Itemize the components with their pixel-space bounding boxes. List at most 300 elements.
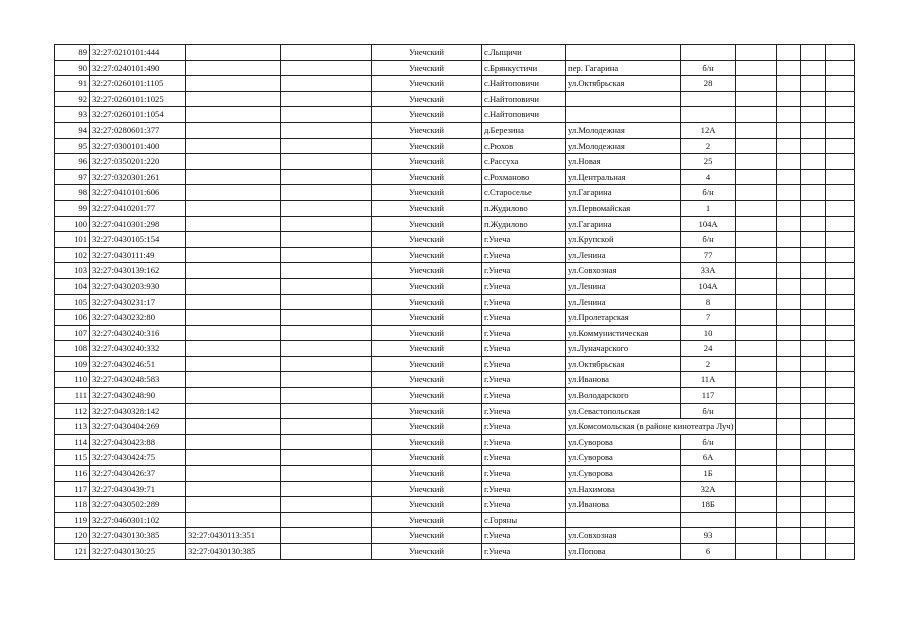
empty-cell bbox=[281, 138, 372, 154]
empty-cell bbox=[826, 325, 855, 341]
empty-cell bbox=[281, 91, 372, 107]
district-cell: Унечский bbox=[372, 341, 482, 357]
table-row bbox=[55, 263, 855, 279]
empty-cell bbox=[826, 122, 855, 138]
house-number-cell: 7 bbox=[680, 310, 736, 326]
table-row bbox=[55, 76, 855, 92]
empty-cell bbox=[826, 138, 855, 154]
empty-cell bbox=[736, 247, 777, 263]
row-number-cell: 89 bbox=[55, 45, 90, 61]
empty-cell bbox=[801, 76, 826, 92]
empty-cell bbox=[281, 434, 372, 450]
empty-cell bbox=[736, 325, 777, 341]
house-number-cell: б/н bbox=[680, 60, 736, 76]
empty-cell bbox=[801, 200, 826, 216]
street-cell: ул.Попова bbox=[566, 544, 681, 560]
empty-cell bbox=[777, 403, 801, 419]
district-cell: Унечский bbox=[372, 278, 482, 294]
district-cell: Унечский bbox=[372, 528, 482, 544]
row-number-cell: 119 bbox=[55, 512, 90, 528]
settlement-cell: г.Унеча bbox=[482, 466, 566, 482]
related-cadastral-number-cell bbox=[186, 169, 281, 185]
related-cadastral-number-cell bbox=[186, 372, 281, 388]
house-number-cell: 77 bbox=[680, 247, 736, 263]
house-number-cell bbox=[680, 45, 736, 61]
empty-cell bbox=[801, 528, 826, 544]
empty-cell bbox=[281, 169, 372, 185]
empty-cell bbox=[801, 450, 826, 466]
empty-cell bbox=[826, 372, 855, 388]
empty-cell bbox=[736, 76, 777, 92]
empty-cell bbox=[777, 294, 801, 310]
empty-cell bbox=[826, 450, 855, 466]
row-number-cell: 103 bbox=[55, 263, 90, 279]
empty-cell bbox=[801, 481, 826, 497]
street-cell: ул.Луначарского bbox=[566, 341, 681, 357]
cadastral-number-cell: 32:27:0410301:298 bbox=[90, 216, 186, 232]
cadastral-number-cell: 32:27:0430232:80 bbox=[90, 310, 186, 326]
street-cell: ул.Суворова bbox=[566, 466, 681, 482]
empty-cell bbox=[801, 388, 826, 404]
house-number-cell: 10 bbox=[680, 325, 736, 341]
row-number-cell: 95 bbox=[55, 138, 90, 154]
district-cell: Унечский bbox=[372, 263, 482, 279]
empty-cell bbox=[801, 325, 826, 341]
cadastral-number-cell: 32:27:0430203:930 bbox=[90, 278, 186, 294]
cadastral-number-cell: 32:27:0430248:90 bbox=[90, 388, 186, 404]
empty-cell bbox=[281, 310, 372, 326]
settlement-cell: г.Унеча bbox=[482, 481, 566, 497]
related-cadastral-number-cell bbox=[186, 91, 281, 107]
row-number-cell: 118 bbox=[55, 497, 90, 513]
row-number-cell: 104 bbox=[55, 278, 90, 294]
table-row bbox=[55, 434, 855, 450]
related-cadastral-number-cell bbox=[186, 200, 281, 216]
table-row bbox=[55, 528, 855, 544]
cadastral-number-cell: 32:27:0430426:37 bbox=[90, 466, 186, 482]
empty-cell bbox=[801, 107, 826, 123]
row-number-cell: 101 bbox=[55, 232, 90, 248]
cadastral-number-cell: 32:27:0260101:1025 bbox=[90, 91, 186, 107]
street-cell: ул.Нахимова bbox=[566, 481, 681, 497]
street-cell: ул.Пролетарская bbox=[566, 310, 681, 326]
settlement-cell: г.Унеча bbox=[482, 356, 566, 372]
related-cadastral-number-cell bbox=[186, 512, 281, 528]
empty-cell bbox=[777, 169, 801, 185]
house-number-cell: 104А bbox=[680, 278, 736, 294]
table-row bbox=[55, 544, 855, 560]
row-number-cell: 99 bbox=[55, 200, 90, 216]
empty-cell bbox=[281, 450, 372, 466]
row-number-cell: 97 bbox=[55, 169, 90, 185]
row-number-cell: 111 bbox=[55, 388, 90, 404]
related-cadastral-number-cell: 32:27:0430130:385 bbox=[186, 544, 281, 560]
house-number-cell: 4 bbox=[680, 169, 736, 185]
cadastral-number-cell: 32:27:0300101:400 bbox=[90, 138, 186, 154]
district-cell: Унечский bbox=[372, 388, 482, 404]
house-number-cell: 33А bbox=[680, 263, 736, 279]
street-cell: ул.Молодежная bbox=[566, 122, 681, 138]
empty-cell bbox=[801, 497, 826, 513]
empty-cell bbox=[801, 372, 826, 388]
empty-cell bbox=[736, 310, 777, 326]
empty-cell bbox=[777, 434, 801, 450]
empty-cell bbox=[281, 419, 372, 435]
table-row bbox=[55, 325, 855, 341]
empty-cell bbox=[826, 481, 855, 497]
empty-cell bbox=[826, 388, 855, 404]
settlement-cell: с.Староселье bbox=[482, 185, 566, 201]
street-cell: ул.Крупской bbox=[566, 232, 681, 248]
cadastral-number-cell: 32:27:0430139:162 bbox=[90, 263, 186, 279]
table-row bbox=[55, 450, 855, 466]
empty-cell bbox=[736, 91, 777, 107]
empty-cell bbox=[777, 91, 801, 107]
table-row bbox=[55, 216, 855, 232]
table-row bbox=[55, 294, 855, 310]
street-cell: ул.Октябрьская bbox=[566, 76, 681, 92]
empty-cell bbox=[281, 278, 372, 294]
settlement-cell: г.Унеча bbox=[482, 497, 566, 513]
related-cadastral-number-cell bbox=[186, 263, 281, 279]
settlement-cell: г.Унеча bbox=[482, 232, 566, 248]
table-row bbox=[55, 107, 855, 123]
empty-cell bbox=[281, 403, 372, 419]
empty-cell bbox=[736, 45, 777, 61]
cadastral-number-cell: 32:27:0430130:25 bbox=[90, 544, 186, 560]
table-row bbox=[55, 169, 855, 185]
district-cell: Унечский bbox=[372, 122, 482, 138]
empty-cell bbox=[826, 544, 855, 560]
district-cell: Унечский bbox=[372, 481, 482, 497]
empty-cell bbox=[826, 466, 855, 482]
house-number-cell: 8 bbox=[680, 294, 736, 310]
related-cadastral-number-cell bbox=[186, 122, 281, 138]
table-row bbox=[55, 91, 855, 107]
district-cell: Унечский bbox=[372, 356, 482, 372]
table-row bbox=[55, 138, 855, 154]
row-number-cell: 93 bbox=[55, 107, 90, 123]
district-cell: Унечский bbox=[372, 232, 482, 248]
cadastral-number-cell: 32:27:0460301:102 bbox=[90, 512, 186, 528]
empty-cell bbox=[281, 263, 372, 279]
cadastral-number-cell: 32:27:0430231:17 bbox=[90, 294, 186, 310]
empty-cell bbox=[826, 76, 855, 92]
empty-cell bbox=[777, 216, 801, 232]
district-cell: Унечский bbox=[372, 45, 482, 61]
related-cadastral-number-cell bbox=[186, 60, 281, 76]
settlement-cell: с.Рассуха bbox=[482, 154, 566, 170]
settlement-cell: г.Унеча bbox=[482, 544, 566, 560]
empty-cell bbox=[777, 325, 801, 341]
street-cell: ул.Совхозная bbox=[566, 263, 681, 279]
empty-cell bbox=[736, 356, 777, 372]
district-cell: Унечский bbox=[372, 91, 482, 107]
house-number-cell: 104А bbox=[680, 216, 736, 232]
empty-cell bbox=[777, 481, 801, 497]
empty-cell bbox=[777, 388, 801, 404]
settlement-cell: г.Унеча bbox=[482, 278, 566, 294]
street-cell: ул.Октябрьская bbox=[566, 356, 681, 372]
empty-cell bbox=[801, 122, 826, 138]
district-cell: Унечский bbox=[372, 434, 482, 450]
empty-cell bbox=[801, 263, 826, 279]
empty-cell bbox=[777, 528, 801, 544]
house-number-cell: 32А bbox=[680, 481, 736, 497]
cadastral-number-cell: 32:27:0260101:1054 bbox=[90, 107, 186, 123]
settlement-cell: г.Унеча bbox=[482, 372, 566, 388]
table-row bbox=[55, 122, 855, 138]
empty-cell bbox=[777, 200, 801, 216]
house-number-cell: 18Б bbox=[680, 497, 736, 513]
street-cell: ул.Совхозная bbox=[566, 528, 681, 544]
empty-cell bbox=[777, 138, 801, 154]
table-row bbox=[55, 45, 855, 61]
table-row bbox=[55, 403, 855, 419]
empty-cell bbox=[826, 294, 855, 310]
empty-cell bbox=[826, 278, 855, 294]
house-number-cell: 28 bbox=[680, 76, 736, 92]
district-cell: Унечский bbox=[372, 169, 482, 185]
empty-cell bbox=[777, 512, 801, 528]
row-number-cell: 98 bbox=[55, 185, 90, 201]
cadastral-number-cell: 32:27:0430404:269 bbox=[90, 419, 186, 435]
empty-cell bbox=[281, 372, 372, 388]
cadastral-number-cell: 32:27:0280601:377 bbox=[90, 122, 186, 138]
district-cell: Унечский bbox=[372, 294, 482, 310]
district-cell: Унечский bbox=[372, 419, 482, 435]
empty-cell bbox=[826, 91, 855, 107]
table-row bbox=[55, 481, 855, 497]
settlement-cell: г.Унеча bbox=[482, 450, 566, 466]
empty-cell bbox=[777, 356, 801, 372]
settlement-cell: г.Унеча bbox=[482, 388, 566, 404]
row-number-cell: 120 bbox=[55, 528, 90, 544]
related-cadastral-number-cell bbox=[186, 497, 281, 513]
cadastral-number-cell: 32:27:0430130:385 bbox=[90, 528, 186, 544]
row-number-cell: 105 bbox=[55, 294, 90, 310]
empty-cell bbox=[777, 310, 801, 326]
district-cell: Унечский bbox=[372, 216, 482, 232]
table-row bbox=[55, 497, 855, 513]
cadastral-number-cell: 32:27:0430424:75 bbox=[90, 450, 186, 466]
empty-cell bbox=[281, 544, 372, 560]
district-cell: Унечский bbox=[372, 512, 482, 528]
related-cadastral-number-cell bbox=[186, 481, 281, 497]
empty-cell bbox=[826, 419, 855, 435]
empty-cell bbox=[736, 216, 777, 232]
empty-cell bbox=[736, 200, 777, 216]
empty-cell bbox=[281, 325, 372, 341]
district-cell: Унечский bbox=[372, 497, 482, 513]
table-row bbox=[55, 278, 855, 294]
related-cadastral-number-cell bbox=[186, 232, 281, 248]
row-number-cell: 92 bbox=[55, 91, 90, 107]
settlement-cell: с.Найтоповичи bbox=[482, 107, 566, 123]
empty-cell bbox=[281, 45, 372, 61]
empty-cell bbox=[736, 466, 777, 482]
cadastral-number-cell: 32:27:0430105:154 bbox=[90, 232, 186, 248]
empty-cell bbox=[777, 45, 801, 61]
empty-cell bbox=[777, 185, 801, 201]
empty-cell bbox=[801, 216, 826, 232]
empty-cell bbox=[281, 185, 372, 201]
district-cell: Унечский bbox=[372, 450, 482, 466]
empty-cell bbox=[777, 278, 801, 294]
related-cadastral-number-cell bbox=[186, 45, 281, 61]
settlement-cell: г.Унеча bbox=[482, 294, 566, 310]
street-cell: пер. Гагарина bbox=[566, 60, 681, 76]
house-number-cell: 2 bbox=[680, 356, 736, 372]
street-cell bbox=[566, 107, 681, 123]
empty-cell bbox=[281, 497, 372, 513]
house-number-cell: 117 bbox=[680, 388, 736, 404]
house-number-cell bbox=[680, 91, 736, 107]
street-cell: ул.Комсомольская (в районе кинотеатра Луч) bbox=[566, 419, 736, 435]
table-row bbox=[55, 154, 855, 170]
empty-cell bbox=[826, 169, 855, 185]
empty-cell bbox=[281, 216, 372, 232]
empty-cell bbox=[736, 138, 777, 154]
settlement-cell: г.Унеча bbox=[482, 419, 566, 435]
related-cadastral-number-cell bbox=[186, 76, 281, 92]
district-cell: Унечский bbox=[372, 107, 482, 123]
empty-cell bbox=[801, 185, 826, 201]
row-number-cell: 109 bbox=[55, 356, 90, 372]
row-number-cell: 90 bbox=[55, 60, 90, 76]
row-number-cell: 121 bbox=[55, 544, 90, 560]
related-cadastral-number-cell bbox=[186, 403, 281, 419]
empty-cell bbox=[281, 154, 372, 170]
empty-cell bbox=[736, 263, 777, 279]
table-row bbox=[55, 185, 855, 201]
street-cell: ул.Иванова bbox=[566, 372, 681, 388]
empty-cell bbox=[736, 278, 777, 294]
house-number-cell: б/н bbox=[680, 434, 736, 450]
related-cadastral-number-cell bbox=[186, 310, 281, 326]
empty-cell bbox=[801, 154, 826, 170]
empty-cell bbox=[736, 434, 777, 450]
related-cadastral-number-cell bbox=[186, 185, 281, 201]
empty-cell bbox=[826, 60, 855, 76]
house-number-cell: 6А bbox=[680, 450, 736, 466]
street-cell: ул.Гагарина bbox=[566, 185, 681, 201]
row-number-cell: 96 bbox=[55, 154, 90, 170]
street-cell: ул.Молодежная bbox=[566, 138, 681, 154]
row-number-cell: 113 bbox=[55, 419, 90, 435]
empty-cell bbox=[736, 122, 777, 138]
empty-cell bbox=[826, 341, 855, 357]
row-number-cell: 114 bbox=[55, 434, 90, 450]
empty-cell bbox=[826, 434, 855, 450]
empty-cell bbox=[826, 356, 855, 372]
empty-cell bbox=[777, 154, 801, 170]
related-cadastral-number-cell bbox=[186, 216, 281, 232]
related-cadastral-number-cell bbox=[186, 154, 281, 170]
table-row bbox=[55, 419, 855, 435]
settlement-cell: с.Горяны bbox=[482, 512, 566, 528]
row-number-cell: 115 bbox=[55, 450, 90, 466]
empty-cell bbox=[736, 185, 777, 201]
empty-cell bbox=[826, 232, 855, 248]
related-cadastral-number-cell bbox=[186, 341, 281, 357]
empty-cell bbox=[826, 247, 855, 263]
row-number-cell: 117 bbox=[55, 481, 90, 497]
related-cadastral-number-cell bbox=[186, 278, 281, 294]
cadastral-number-cell: 32:27:0430111:49 bbox=[90, 247, 186, 263]
house-number-cell: 24 bbox=[680, 341, 736, 357]
empty-cell bbox=[801, 310, 826, 326]
row-number-cell: 106 bbox=[55, 310, 90, 326]
empty-cell bbox=[281, 200, 372, 216]
street-cell: ул.Суворова bbox=[566, 450, 681, 466]
settlement-cell: с.Лыщичи bbox=[482, 45, 566, 61]
empty-cell bbox=[777, 232, 801, 248]
empty-cell bbox=[826, 310, 855, 326]
empty-cell bbox=[736, 169, 777, 185]
street-cell: ул.Ленина bbox=[566, 278, 681, 294]
house-number-cell: 1 bbox=[680, 200, 736, 216]
row-number-cell: 108 bbox=[55, 341, 90, 357]
cadastral-number-cell: 32:27:0320301:261 bbox=[90, 169, 186, 185]
empty-cell bbox=[281, 388, 372, 404]
empty-cell bbox=[801, 60, 826, 76]
street-cell: ул.Иванова bbox=[566, 497, 681, 513]
street-cell: ул.Севастопольская bbox=[566, 403, 681, 419]
empty-cell bbox=[281, 107, 372, 123]
house-number-cell bbox=[680, 512, 736, 528]
empty-cell bbox=[777, 76, 801, 92]
settlement-cell: г.Унеча bbox=[482, 310, 566, 326]
empty-cell bbox=[736, 294, 777, 310]
street-cell: ул.Центральная bbox=[566, 169, 681, 185]
row-number-cell: 100 bbox=[55, 216, 90, 232]
related-cadastral-number-cell bbox=[186, 388, 281, 404]
house-number-cell: 25 bbox=[680, 154, 736, 170]
district-cell: Унечский bbox=[372, 185, 482, 201]
related-cadastral-number-cell bbox=[186, 434, 281, 450]
empty-cell bbox=[826, 154, 855, 170]
table-row bbox=[55, 372, 855, 388]
settlement-cell: г.Унеча bbox=[482, 263, 566, 279]
table-row bbox=[55, 232, 855, 248]
related-cadastral-number-cell bbox=[186, 247, 281, 263]
row-number-cell: 94 bbox=[55, 122, 90, 138]
cadastral-number-cell: 32:27:0260101:1105 bbox=[90, 76, 186, 92]
table-row bbox=[55, 247, 855, 263]
table-row bbox=[55, 356, 855, 372]
empty-cell bbox=[736, 60, 777, 76]
empty-cell bbox=[801, 434, 826, 450]
empty-cell bbox=[777, 247, 801, 263]
row-number-cell: 91 bbox=[55, 76, 90, 92]
settlement-cell: г.Унеча bbox=[482, 325, 566, 341]
house-number-cell: 12А bbox=[680, 122, 736, 138]
empty-cell bbox=[281, 122, 372, 138]
empty-cell bbox=[777, 450, 801, 466]
empty-cell bbox=[801, 466, 826, 482]
empty-cell bbox=[736, 341, 777, 357]
cadastral-number-cell: 32:27:0430502:289 bbox=[90, 497, 186, 513]
empty-cell bbox=[281, 232, 372, 248]
settlement-cell: с.Рохманово bbox=[482, 169, 566, 185]
district-cell: Унечский bbox=[372, 247, 482, 263]
row-number-cell: 116 bbox=[55, 466, 90, 482]
empty-cell bbox=[777, 122, 801, 138]
empty-cell bbox=[777, 107, 801, 123]
cadastral-number-cell: 32:27:0430240:316 bbox=[90, 325, 186, 341]
district-cell: Унечский bbox=[372, 325, 482, 341]
